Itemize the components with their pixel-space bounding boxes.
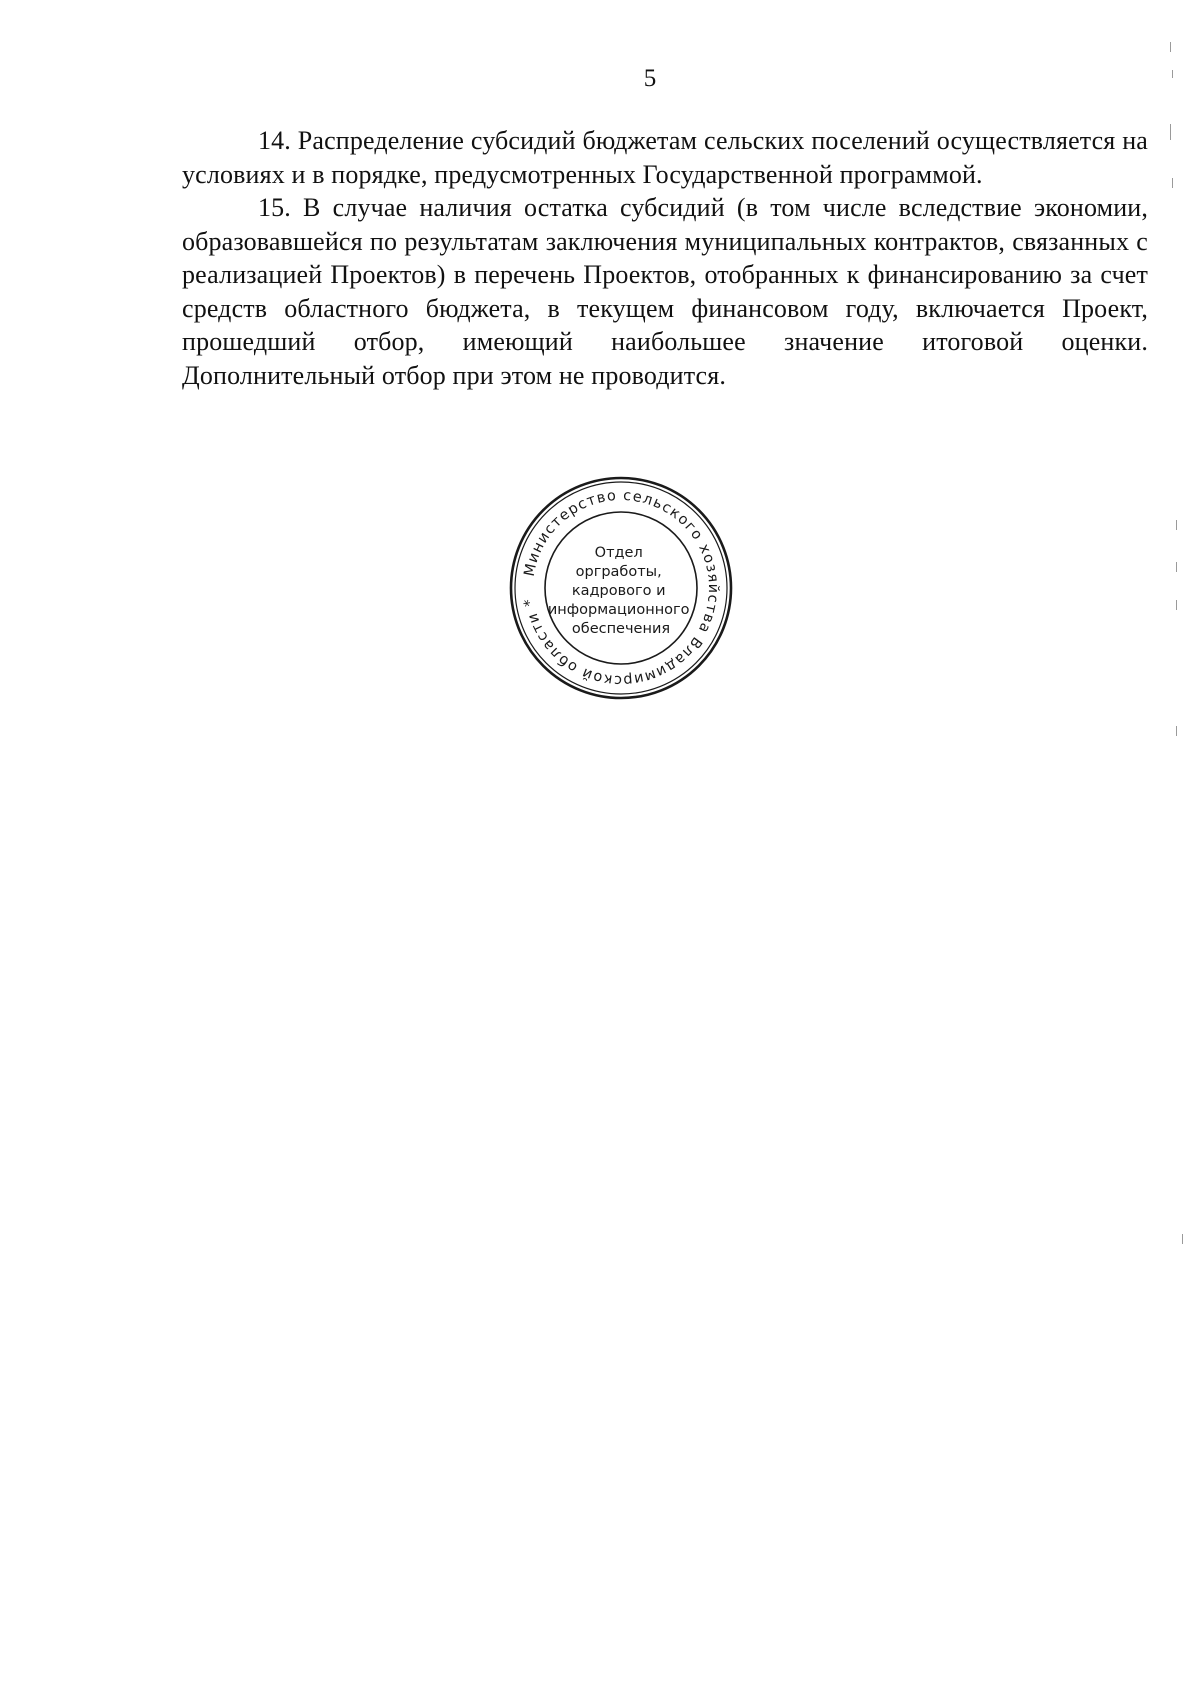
scan-edge-mark <box>1172 178 1173 188</box>
scan-edge-mark <box>1170 124 1171 140</box>
stamp-seal-graphic <box>508 475 734 701</box>
paragraph-14: 14. Распределение субсидий бюджетам сельских поселений осуществляется на условиях и в порядке, предусмотренных Государственной программой. <box>182 126 1148 189</box>
stamp-center-text <box>548 545 694 637</box>
scan-edge-mark <box>1176 600 1177 610</box>
stamp-center-line-2: оргработы, <box>575 564 662 580</box>
paragraph-15: 15. В случае наличия остатка субсидий (в том числе вследствие экономии, образовавшейся по результатам заключения муниципальных контрактов, связанных с реализацией Проектов) в перечень Проектов, отобранных к финансированию за счет средств областного бюджета, в текущем финансовом году, включается Проект, прошедший отбор, имеющий наибольшее значение итоговой оценки. Дополнительный отбор при этом не проводится. <box>182 193 1148 390</box>
official-stamp <box>508 475 734 701</box>
scan-edge-mark <box>1176 520 1177 530</box>
scan-edge-mark <box>1176 562 1177 572</box>
stamp-center-line-4: информационного <box>547 602 690 618</box>
scan-edge-mark <box>1172 70 1173 78</box>
stamp-center-line-5: обеспечения <box>571 621 671 637</box>
stamp-center-line-1: Отдел <box>594 545 643 561</box>
scan-edge-mark <box>1170 42 1171 52</box>
scan-edge-mark <box>1182 1234 1183 1244</box>
page-number: 5 <box>643 65 657 92</box>
stamp-ring-text: Министерство сельского хозяйства Владимирской области * <box>521 487 722 689</box>
scan-edge-mark <box>1176 726 1177 736</box>
document-body <box>182 124 1148 392</box>
stamp-center-line-3: кадрового и <box>571 583 666 599</box>
